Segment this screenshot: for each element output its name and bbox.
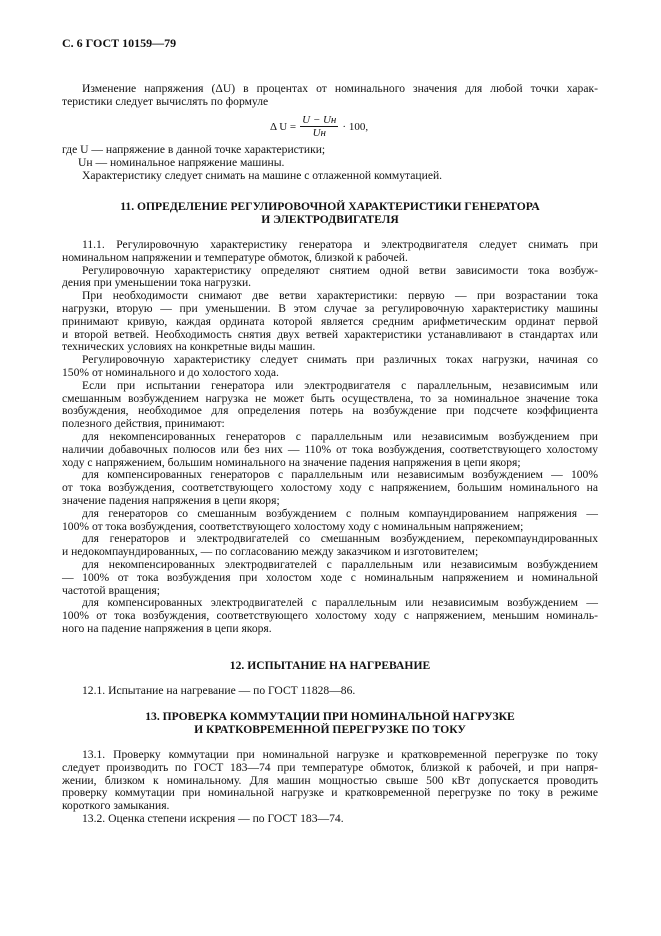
text-line: смешанным возбуждением нагрузка не может быть осуществлена, то за номинальное значение тока <box>62 391 598 405</box>
text-line: ного на падение напряжения в цепи якоря. <box>62 621 272 635</box>
text-line: Регулировочную характеристику определяют снятием одной ветви зависимости тока возбуж- <box>82 263 598 277</box>
paragraph <box>62 431 598 469</box>
text-line: — 100% от тока возбуждения при холостом ходе с номинальным напряжением и номинальной <box>62 570 598 584</box>
paragraph <box>62 559 598 597</box>
text-line: Характеристику следует снимать на машине с отлаженной коммутацией. <box>82 168 443 182</box>
formula-tail: · 100, <box>342 120 369 133</box>
text-line: нагрузки, вторую — при уменьшении. В этом случае за регулировочную характеристику машины <box>62 301 598 315</box>
formula-numerator: U − Uн <box>302 114 337 126</box>
text-line: где U — напряжение в данной точке характеристики; <box>62 143 326 156</box>
text-line: для компенсированных генераторов с параллельным или независимым возбуждением — 100% <box>82 468 598 482</box>
intro-definitions <box>62 144 598 182</box>
formula-fraction <box>300 114 338 139</box>
text-line: принимают кривую, каждая ордината которой является средним арифметическим ординат первой <box>62 314 598 328</box>
section-11-heading <box>62 200 598 226</box>
heading-line: 11. ОПРЕДЕЛЕНИЕ РЕГУЛИРОВОЧНОЙ ХАРАКТЕРИСТИКИ ГЕНЕРАТОРА <box>120 200 540 213</box>
heading-line: И ЭЛЕКТРОДВИГАТЕЛЯ <box>261 213 399 226</box>
section-12-body <box>62 685 598 698</box>
section-11-body <box>62 239 598 636</box>
text-line: 13.2. Оценка степени искрения — по ГОСТ 183—74. <box>82 811 344 825</box>
text-line: полезного действия, принимают: <box>62 417 225 431</box>
text-line: 13.1. Проверку коммутации при номинальной нагрузке и кратковременной перегрузке по току <box>82 748 598 761</box>
paragraph <box>62 508 598 534</box>
text-line: для компенсированных электродвигателей с параллельным или независимым возбуждением — <box>82 596 598 610</box>
text-line: 12.1. Испытание на нагревание — по ГОСТ 11828—86. <box>82 684 356 697</box>
text-line: частотой вращения; <box>62 583 160 597</box>
text-line: 100% от тока возбуждения, соответствующего холостому ходу с номинальным напряжением; <box>62 519 524 533</box>
formula-denominator: Uн <box>312 127 326 139</box>
section-13-body <box>62 749 598 826</box>
text-line: теристики следует вычислять по формуле <box>62 94 269 108</box>
text-line: 11.1. Регулировочную характеристику генератора и электродвигателя следует снимать при <box>82 238 598 251</box>
text-line: номинальном напряжении и температуре обмоток, близкой к рабочей. <box>62 250 408 264</box>
paragraph <box>62 469 598 507</box>
text-line: следует производить по ГОСТ 183—74 при температуре обмоток, близкой к рабочей, и при напря- <box>62 760 598 774</box>
text-line: Регулировочную характеристику следует снимать при различных токах нагрузки, начиная со <box>82 353 598 367</box>
text-line: Uн — номинальное напряжение машины. <box>78 155 285 169</box>
text-line: ходу с напряжением, большим номинального на значение падения напряжения в цепи якоря; <box>62 455 521 469</box>
paragraph <box>62 380 598 431</box>
paragraph <box>62 265 598 291</box>
text-line: и второй ветвей. Необходимость снятия двух ветвей характеристики устанавливают в стандартах или <box>62 327 598 341</box>
paragraph <box>62 290 598 354</box>
paragraph <box>62 597 598 635</box>
text-line: для некомпенсированных электродвигателей с параллельным или независимым возбуждением <box>82 557 598 571</box>
text-line: для некомпенсированных генераторов с параллельным или независимым возбуждением при <box>82 429 598 443</box>
text-line: и недокомпаундированных, — по согласованию между заказчиком и изготовителем; <box>62 545 479 559</box>
formula <box>270 114 368 139</box>
text-line: Изменение напряжения (ΔU) в процентах от номинального значения для любой точки харак- <box>82 82 598 95</box>
section-13-heading <box>62 710 598 736</box>
text-line: наличии добавочных полюсов или без них — 110% от тока возбуждения, соответствующего холостому <box>62 442 598 456</box>
text-line: от тока возбуждения, соответствующего холостому ходу с напряжением, большим номинального на <box>62 481 598 495</box>
heading-line: И КРАТКОВРЕМЕННОЙ ПЕРЕГРУЗКЕ ПО ТОКУ <box>194 723 466 736</box>
text-line: При необходимости снимают две ветви характеристики: первую — при возрастании тока <box>82 289 598 303</box>
formula-lhs: Δ U = <box>270 120 297 133</box>
section-12-heading: 12. ИСПЫТАНИЕ НА НАГРЕВАНИЕ <box>229 659 431 672</box>
text-line: значение падения напряжения в цепи якоря; <box>62 493 280 507</box>
text-line: дения при уменьшении тока нагрузки. <box>62 276 252 290</box>
text-line: короткого замыкания. <box>62 799 170 813</box>
text-line: для генераторов со смешанным возбуждением с полным компаундированием напряжения — <box>82 506 598 520</box>
text-line: жении, близком к номинальному. Для машин мощностью свыше 500 кВт допускается проводить <box>62 773 598 787</box>
paragraph <box>62 354 598 380</box>
text-line: возбуждения, необходимое для определения потерь на возбуждение при подсчете коэффициента <box>62 404 598 418</box>
text-line: 100% от тока возбуждения, соответствующего холостому ходу с напряжением, меньшим номиналь- <box>62 609 598 623</box>
text-line: Если при испытании генератора или электродвигателя с параллельным, независимым или <box>82 378 598 392</box>
heading-line: 13. ПРОВЕРКА КОММУТАЦИИ ПРИ НОМИНАЛЬНОЙ НАГРУЗКЕ <box>145 710 515 723</box>
text-line: для генераторов и электродвигателей со смешанным возбуждением, перекомпаундированных <box>82 532 598 546</box>
text-line: 150% от номинального и до холостого хода. <box>62 365 279 379</box>
paragraph <box>62 239 598 265</box>
text-line: технических условиях на конкретные виды машин. <box>62 340 316 354</box>
paragraph <box>62 533 598 559</box>
text-line: проверку коммутации при номинальной нагрузке и кратковременной перегрузке по току в режиме <box>62 786 598 800</box>
page-header: С. 6 ГОСТ 10159—79 <box>62 36 177 50</box>
intro-paragraph <box>62 83 598 109</box>
